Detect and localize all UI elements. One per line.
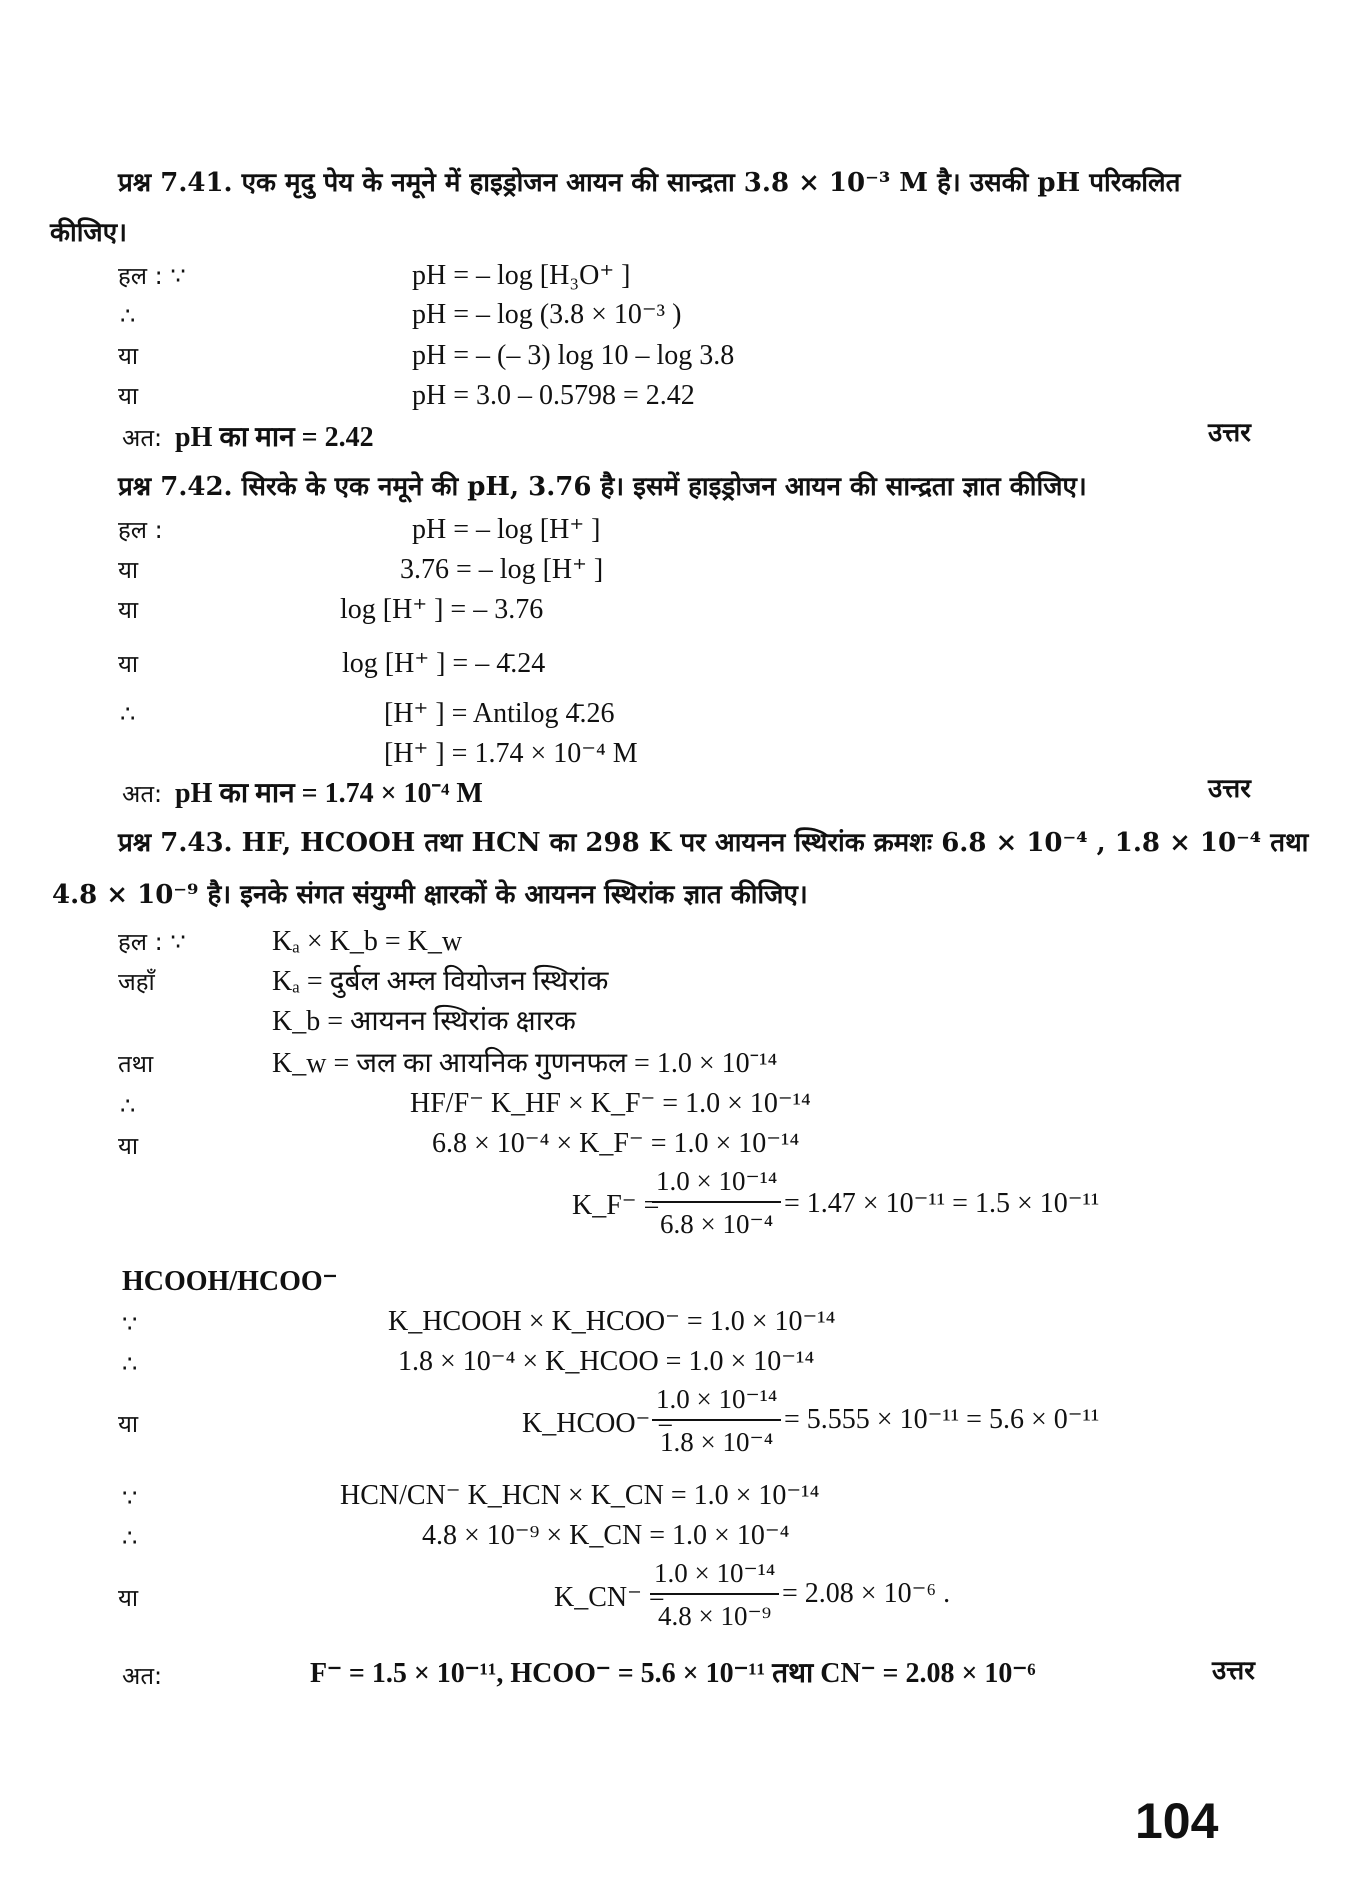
q43-answer-mark: उत्तर: [1212, 1656, 1255, 1686]
q41-label: हल : ∵: [118, 262, 186, 290]
q43-equation: Kₐ × K_b = K_w: [272, 926, 463, 957]
q42-equation: [H⁺ ] = Antilog 4̄.26: [384, 698, 615, 729]
q43-result: F⁻ = 1.5 × 10⁻¹¹, HCOO⁻ = 5.6 × 10⁻¹¹ तथा CN⁻ = 2.08 × 10⁻⁶: [310, 1658, 1036, 1689]
kcn-fraction: [650, 1560, 779, 1630]
q41-label: ∴: [120, 302, 136, 330]
kf-numerator: 1.0 × 10⁻¹⁴: [656, 1166, 778, 1196]
q43-equation: K_w = जल का आयनिक गुणनफल = 1.0 × 10⁻¹⁴: [272, 1048, 778, 1079]
q43-equation: HF/F⁻ K_HF × K_F⁻ = 1.0 × 10⁻¹⁴: [410, 1088, 811, 1119]
kf-result: = 1.47 × 10⁻¹¹ = 1.5 × 10⁻¹¹: [784, 1188, 1100, 1219]
q42-title: प्रश्न 7.42. सिरके के एक नमूने की pH, 3.76 है। इसमें हाइड्रोजन आयन की सान्द्रता ज्ञात कीजिए।: [118, 472, 1087, 502]
q42-label: या: [118, 650, 139, 678]
q41-result-label: अत:: [122, 424, 163, 452]
q41-equation: pH = 3.0 – 0.5798 = 2.42: [412, 380, 695, 411]
q41-equation: pH = – (– 3) log 10 – log 3.8: [412, 340, 735, 371]
q43-equation: 6.8 × 10⁻⁴ × K_F⁻ = 1.0 × 10⁻¹⁴: [432, 1128, 800, 1159]
q41-equation: pH = – log (3.8 × 10⁻³ ): [412, 299, 682, 330]
q42-equation: log [H⁺ ] = – 3.76: [340, 594, 544, 625]
q41-title-line2: कीजिए।: [50, 218, 127, 248]
q43-equation: 4.8 × 10⁻⁹ × K_CN = 1.0 × 10⁻⁴: [422, 1520, 790, 1551]
q43-label: तथा: [118, 1050, 154, 1078]
khcoo-numerator: 1.0 × 10⁻¹⁴: [656, 1384, 778, 1414]
q41-label: या: [118, 382, 139, 410]
q43-equation: K_b = आयनन स्थिरांक क्षारक: [272, 1006, 576, 1037]
q43-label: ∴: [122, 1524, 138, 1552]
hcooh-heading: HCOOH/HCOO⁻: [122, 1266, 338, 1297]
q42-result-label: अत:: [122, 780, 163, 808]
q41-label: या: [118, 342, 139, 370]
kcn-result: = 2.08 × 10⁻⁶ .: [782, 1578, 951, 1609]
q41-answer-mark: उत्तर: [1208, 418, 1251, 448]
q42-label: या: [118, 596, 139, 624]
q42-answer-mark: उत्तर: [1208, 774, 1251, 804]
khcoo-fraction: [652, 1386, 781, 1456]
q42-label: या: [118, 556, 139, 584]
khcoo-lhs: K_HCOO⁻ =: [522, 1408, 674, 1439]
q43-label: जहाँ: [118, 968, 155, 996]
q43-label: या: [118, 1410, 139, 1438]
q42-equation: log [H⁺ ] = – 4̄.24: [342, 648, 546, 679]
q43-equation: K_HCOOH × K_HCOO⁻ = 1.0 × 10⁻¹⁴: [388, 1306, 836, 1337]
khcoo-result: = 5.555 × 10⁻¹¹ = 5.6 × 0⁻¹¹: [784, 1404, 1100, 1435]
q43-label: या: [118, 1132, 139, 1160]
q42-equation: pH = – log [H⁺ ]: [412, 514, 601, 545]
q41-equation: pH = – log [H₃O⁺ ]: [412, 260, 631, 291]
q43-label: ∵: [122, 1310, 138, 1338]
q43-label: ∴: [120, 1092, 136, 1120]
q43-label: या: [118, 1584, 139, 1612]
q42-label: हल :: [118, 516, 163, 544]
q43-title-line2: 4.8 × 10⁻⁹ है। इनके संगत संयुग्मी क्षारकों के आयनन स्थिरांक ज्ञात कीजिए।: [52, 880, 808, 910]
kcn-lhs: K_CN⁻ =: [554, 1582, 665, 1613]
kcn-denominator: 4.8 × 10⁻⁹: [658, 1601, 772, 1631]
q42-equation: 3.76 = – log [H⁺ ]: [400, 554, 604, 585]
khcoo-denominator: 1.8 × 10⁻⁴: [660, 1427, 774, 1457]
q41-title-line1: प्रश्न 7.41. एक मृदु पेय के नमूने में हाइड्रोजन आयन की सान्द्रता 3.8 × 10⁻³ M है। उसकी pH परिकलित: [118, 168, 1181, 198]
q43-label: हल : ∵: [118, 928, 186, 956]
q43-label: ∴: [122, 1350, 138, 1378]
q41-result: pH का मान = 2.42: [175, 422, 374, 453]
kcn-numerator: 1.0 × 10⁻¹⁴: [654, 1558, 776, 1588]
q42-result: pH का मान = 1.74 × 10⁻⁴ M: [175, 778, 483, 809]
q42-equation: [H⁺ ] = 1.74 × 10⁻⁴ M: [384, 738, 638, 769]
kf-denominator: 6.8 × 10⁻⁴: [660, 1209, 774, 1239]
q43-equation: Kₐ = दुर्बल अम्ल वियोजन स्थिरांक: [272, 966, 609, 997]
q43-equation: HCN/CN⁻ K_HCN × K_CN = 1.0 × 10⁻¹⁴: [340, 1480, 820, 1511]
q43-result-label: अत:: [122, 1662, 163, 1690]
q42-label: ∴: [120, 700, 136, 728]
q43-equation: 1.8 × 10⁻⁴ × K_HCOO = 1.0 × 10⁻¹⁴: [398, 1346, 815, 1377]
q43-label: ∵: [122, 1484, 138, 1512]
kf-lhs: K_F⁻ =: [572, 1190, 660, 1221]
q43-title-line1: प्रश्न 7.43. HF, HCOOH तथा HCN का 298 K पर आयनन स्थिरांक क्रमशः 6.8 × 10⁻⁴ , 1.8 × 10⁻⁴ तथा: [118, 828, 1309, 858]
kf-fraction: [652, 1168, 781, 1238]
page-number: 104: [1135, 1793, 1219, 1849]
